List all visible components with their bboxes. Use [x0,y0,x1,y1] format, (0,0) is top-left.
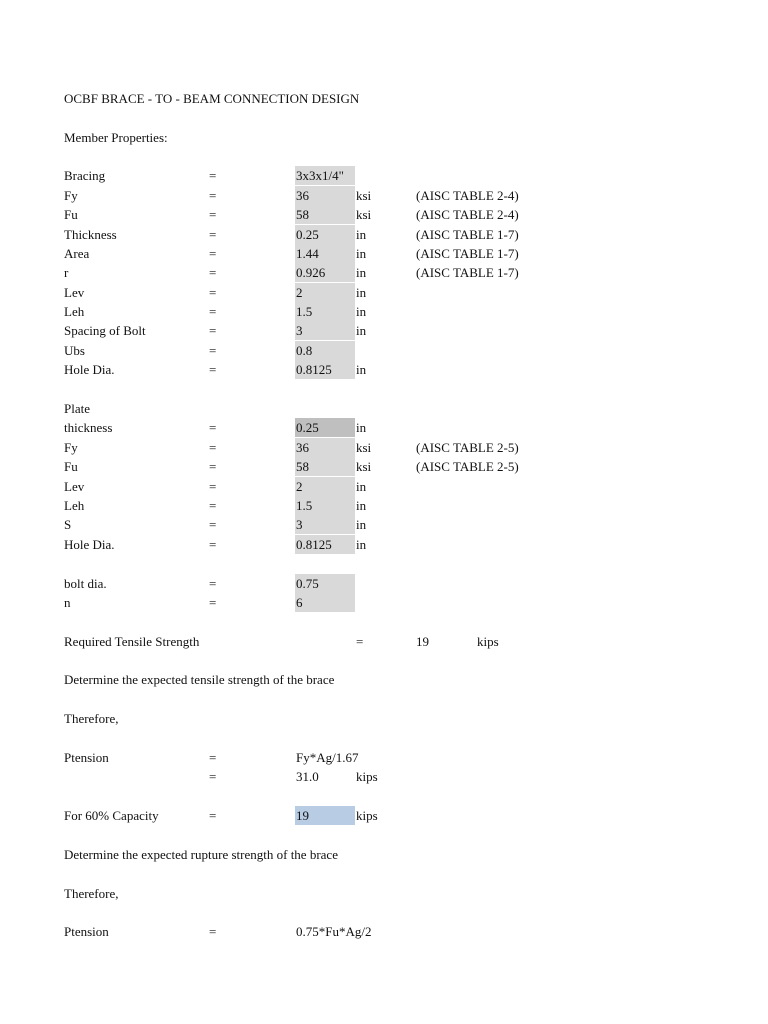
ptension-label: Ptension [64,924,109,939]
plate-unit: in [356,517,367,532]
plate-value-cell-selected[interactable]: 0.25 [295,418,355,437]
equals-sign: = [209,188,217,203]
member-label: r [64,265,69,280]
therefore-text: Therefore, [64,711,119,726]
required-tensile-unit: kips [477,634,499,649]
equals-sign: = [209,498,217,513]
equals-sign: = [209,285,217,300]
equals-sign: = [209,595,217,610]
plate-label: Fu [64,459,78,474]
equals-sign: = [209,808,217,823]
member-reference: (AISC TABLE 1-7) [416,246,519,261]
equals-sign: = [209,576,217,591]
therefore-text: Therefore, [64,886,119,901]
equals-sign: = [209,479,217,494]
member-reference: (AISC TABLE 1-7) [416,265,519,280]
member-label: Bracing [64,168,106,183]
plate-unit: ksi [356,459,372,474]
member-reference: (AISC TABLE 2-4) [416,188,519,203]
equals-sign: = [209,537,217,552]
member-unit: in [356,246,367,261]
member-label: Lev [64,285,85,300]
equals-sign: = [356,634,364,649]
member-label: Area [64,246,90,261]
member-reference: (AISC TABLE 1-7) [416,227,519,242]
member-value-cell[interactable]: 0.8 [295,341,355,360]
plate-unit: in [356,537,367,552]
member-value-cell[interactable]: 36 [295,186,355,205]
plate-label: Lev [64,479,85,494]
equals-sign: = [209,924,217,939]
equals-sign: = [209,227,217,242]
required-tensile-label: Required Tensile Strength [64,634,200,649]
bolt-label: bolt dia. [64,576,107,591]
member-label: Spacing of Bolt [64,323,146,338]
equals-sign: = [209,207,217,222]
member-value-cell[interactable]: 58 [295,205,355,224]
capacity-unit: kips [356,808,378,823]
plate-label: Hole Dia. [64,537,115,552]
member-unit: in [356,362,367,377]
equals-sign: = [209,362,217,377]
equals-sign: = [209,440,217,455]
plate-value-cell[interactable]: 0.8125 [295,535,355,554]
ptension-result[interactable]: 31.0 [296,769,319,784]
required-tensile-value[interactable]: 19 [416,634,429,649]
member-label: Hole Dia. [64,362,115,377]
plate-value-cell[interactable]: 2 [295,477,355,496]
member-value-cell[interactable]: 0.8125 [295,360,355,379]
plate-value-cell[interactable]: 58 [295,457,355,476]
plate-label: Fy [64,440,78,455]
member-unit: in [356,285,367,300]
bolt-label: n [64,595,71,610]
member-unit: ksi [356,188,372,203]
plate-reference: (AISC TABLE 2-5) [416,459,519,474]
plate-value-cell[interactable]: 1.5 [295,496,355,515]
member-label: Fu [64,207,78,222]
member-value-cell[interactable]: 1.44 [295,244,355,263]
member-value-cell[interactable]: 1.5 [295,302,355,321]
member-value-cell[interactable]: 2 [295,283,355,302]
bolt-value-cell[interactable]: 6 [295,593,355,612]
equals-sign: = [209,168,217,183]
page-title: OCBF BRACE - TO - BEAM CONNECTION DESIGN [64,91,360,106]
equals-sign: = [209,304,217,319]
member-reference: (AISC TABLE 2-4) [416,207,519,222]
member-value-cell[interactable]: 3x3x1/4" [295,166,355,185]
equals-sign: = [209,343,217,358]
capacity-value-cell[interactable]: 19 [295,806,355,825]
member-label: Thickness [64,227,117,242]
equals-sign: = [209,459,217,474]
plate-label: thickness [64,420,113,435]
capacity-label: For 60% Capacity [64,808,159,823]
member-unit: in [356,323,367,338]
ptension-formula[interactable]: Fy*Ag/1.67 [296,750,359,765]
member-value-cell[interactable]: 3 [295,321,355,340]
member-properties-heading: Member Properties: [64,130,168,145]
equals-sign: = [209,265,217,280]
plate-unit: in [356,420,367,435]
member-value-cell[interactable]: 0.926 [295,263,355,282]
member-label: Fy [64,188,78,203]
member-label: Ubs [64,343,85,358]
ptension-formula[interactable]: 0.75*Fu*Ag/2 [296,924,372,939]
equals-sign: = [209,750,217,765]
member-unit: in [356,265,367,280]
member-label: Leh [64,304,85,319]
member-value-cell[interactable]: 0.25 [295,225,355,244]
plate-unit: ksi [356,440,372,455]
plate-label: Leh [64,498,85,513]
plate-value-cell[interactable]: 3 [295,515,355,534]
rupture-strength-text: Determine the expected rupture strength of the brace [64,847,338,862]
plate-heading: Plate [64,401,90,416]
tensile-strength-text: Determine the expected tensile strength of the brace [64,672,335,687]
equals-sign: = [209,420,217,435]
equals-sign: = [209,517,217,532]
plate-value-cell[interactable]: 36 [295,438,355,457]
equals-sign: = [209,769,217,784]
ptension-unit: kips [356,769,378,784]
plate-unit: in [356,479,367,494]
equals-sign: = [209,323,217,338]
ptension-label: Ptension [64,750,109,765]
plate-label: S [64,517,72,532]
bolt-value-cell[interactable]: 0.75 [295,574,355,593]
member-unit: in [356,304,367,319]
plate-unit: in [356,498,367,513]
plate-reference: (AISC TABLE 2-5) [416,440,519,455]
equals-sign: = [209,246,217,261]
member-unit: ksi [356,207,372,222]
member-unit: in [356,227,367,242]
